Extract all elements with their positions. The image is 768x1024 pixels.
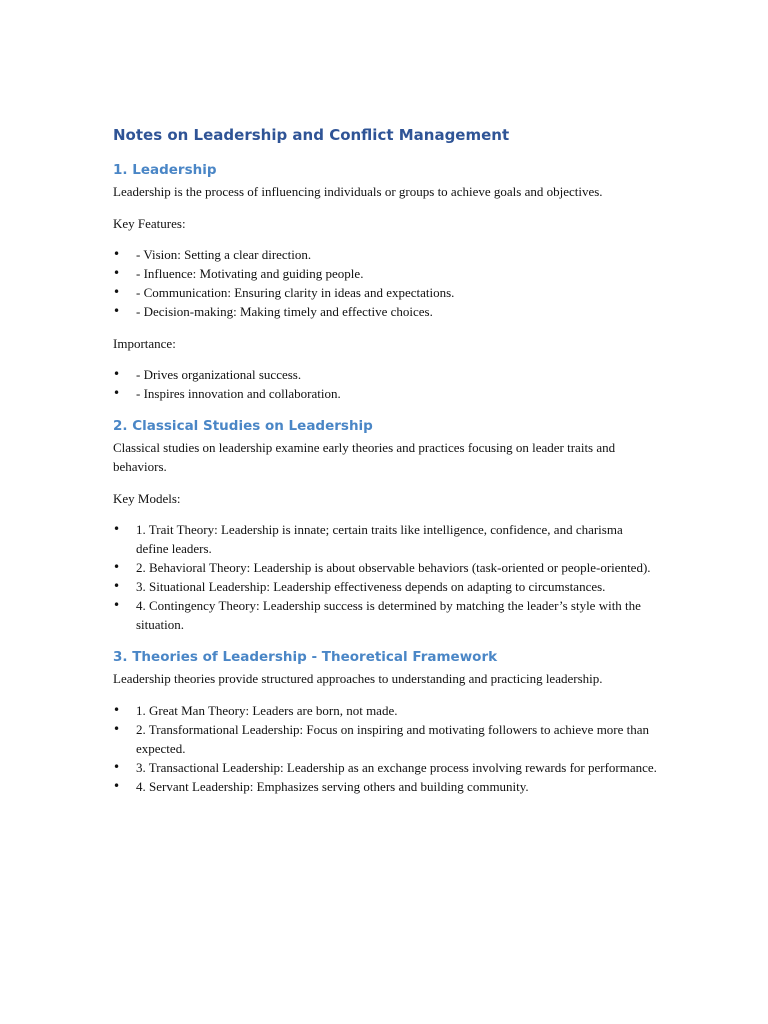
bullet-icon: • — [113, 760, 121, 774]
bullet-icon: • — [113, 522, 121, 536]
bullet-icon: • — [113, 266, 121, 280]
bullet-icon: • — [113, 367, 121, 381]
list-item: • 4. Servant Leadership: Emphasizes serving others and building community. — [113, 779, 529, 794]
bullet-icon: • — [113, 598, 121, 612]
importance-label: Importance: — [113, 336, 176, 351]
bullet-icon: • — [113, 703, 121, 717]
bullet-icon: • — [113, 560, 121, 574]
list-item: • - Communication: Ensuring clarity in ideas and expectations. — [113, 285, 455, 300]
section-intro: Leadership is the process of influencing individuals or groups to achieve goals and objectives. — [113, 184, 603, 199]
bullet-icon: • — [113, 247, 121, 261]
list-item: • - Inspires innovation and collaboration. — [113, 386, 341, 401]
section-heading-leadership: 1. Leadership — [113, 162, 217, 178]
bullet-icon: • — [113, 579, 121, 593]
section-heading-classical-studies: 2. Classical Studies on Leadership — [113, 418, 373, 434]
list-item: • - Vision: Setting a clear direction. — [113, 247, 312, 262]
list-item: • - Drives organizational success. — [113, 367, 302, 382]
key-features-list — [113, 245, 658, 321]
importance-list — [113, 365, 658, 403]
key-models-list — [113, 520, 658, 634]
list-item: • - Decision-making: Making timely and effective choices. — [113, 304, 433, 319]
bullet-icon: • — [113, 779, 121, 793]
section-intro: Leadership theories provide structured approaches to understanding and practicing leadership. — [113, 671, 603, 686]
bullet-icon: • — [113, 304, 121, 318]
list-item: • 3. Transactional Leadership: Leadership as an exchange process involving rewards for performance. — [113, 760, 657, 775]
list-item: • - Influence: Motivating and guiding people. — [113, 266, 364, 281]
list-item: • 2. Behavioral Theory: Leadership is about observable behaviors (task-oriented or people-oriented). — [113, 560, 651, 575]
document-page — [113, 124, 658, 796]
bullet-icon: • — [113, 285, 121, 299]
list-item: • 4. Contingency Theory: Leadership success is determined by matching the leader’s style with the situation. — [113, 598, 641, 632]
list-item: • 1. Trait Theory: Leadership is innate; certain traits like intelligence, confidence, and charisma define leaders. — [113, 522, 623, 556]
list-item: • 1. Great Man Theory: Leaders are born, not made. — [113, 703, 398, 718]
theories-list — [113, 701, 658, 796]
list-item: • 3. Situational Leadership: Leadership effectiveness depends on adapting to circumstances. — [113, 579, 606, 594]
section-heading-theories: 3. Theories of Leadership - Theoretical Framework — [113, 649, 498, 665]
key-models-label: Key Models: — [113, 491, 181, 506]
section-intro: Classical studies on leadership examine early theories and practices focusing on leader traits and behaviors. — [113, 440, 616, 474]
list-item: • 2. Transformational Leadership: Focus on inspiring and motivating followers to achieve more than expected. — [113, 722, 650, 756]
key-features-label: Key Features: — [113, 216, 186, 231]
bullet-icon: • — [113, 722, 121, 736]
bullet-icon: • — [113, 386, 121, 400]
document-title: Notes on Leadership and Conflict Management — [113, 126, 510, 144]
